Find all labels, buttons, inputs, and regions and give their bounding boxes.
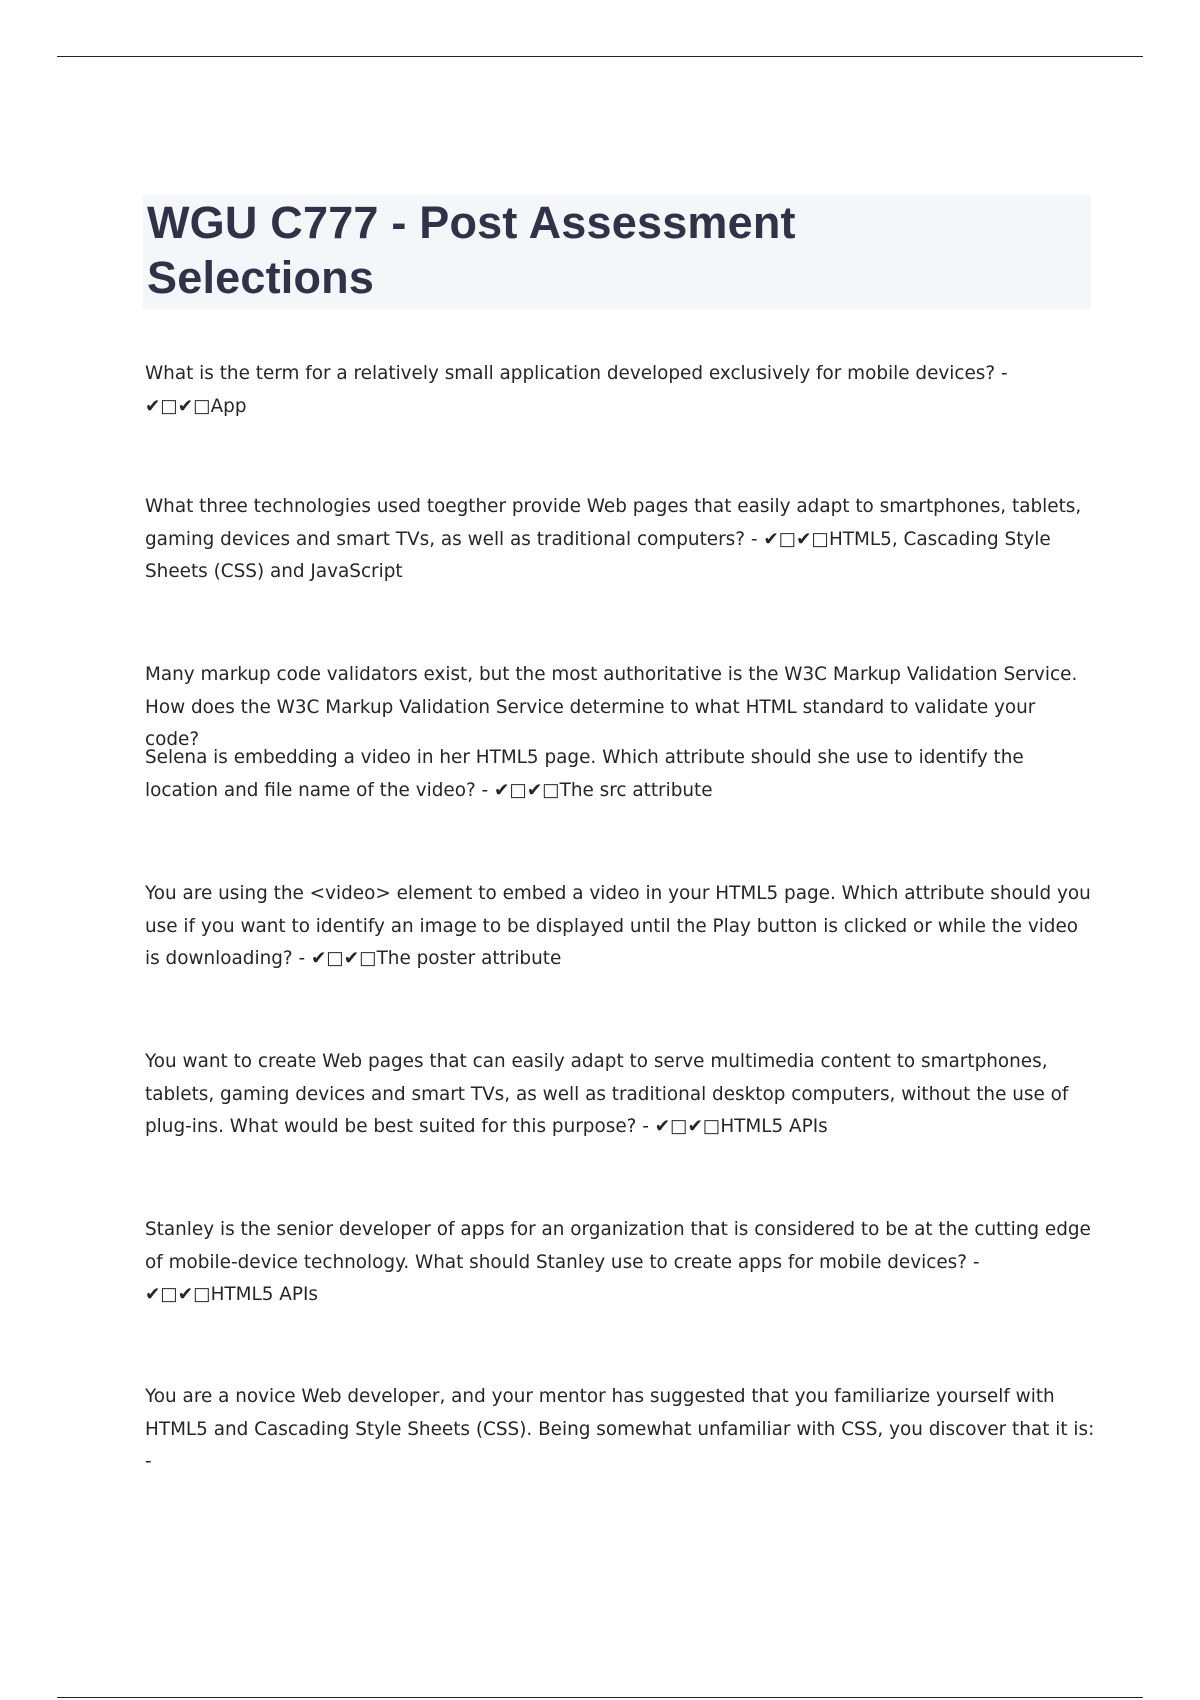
question-text: What is the term for a relatively small application developed exclusively for mobile devices? - xyxy=(145,363,1008,384)
document-title xyxy=(143,195,1091,309)
answer-text: The src attribute xyxy=(559,779,713,801)
checkmark-icon: ✔□✔□ xyxy=(145,1284,211,1305)
qa-item-7 xyxy=(145,1214,1095,1312)
question-text: Stanley is the senior developer of apps for an organization that is considered to be at the cutting edge of mobile-device technology. What should Stanley use to create apps for mobile devices? - xyxy=(145,1219,1091,1273)
qa-item-5 xyxy=(145,878,1095,976)
qa-item-4 xyxy=(145,742,1095,807)
answer-text: App xyxy=(210,395,247,417)
question-text: Many markup code validators exist, but the most authoritative is the W3C Markup Validation Service. How does the W3C Markup Validation Service determine to what HTML standard to validate your code? xyxy=(145,664,1078,750)
question-text: Selena is embedding a video in her HTML5 page. Which attribute should she use to identify the location and file name of the video? - xyxy=(145,747,1024,801)
answer-text: HTML5, Cascading Style Sheets (CSS) and JavaScript xyxy=(145,528,1051,582)
checkmark-icon: ✔□✔□ xyxy=(763,528,829,550)
question-text: You want to create Web pages that can easily adapt to serve multimedia content to smartphones, tablets, gaming devices and smart TVs, as well as traditional desktop computers, without the use of plug-ins. What would be best suited for this purpose? - xyxy=(145,1051,1069,1137)
top-rule xyxy=(57,56,1143,57)
answer-text: HTML5 APIs xyxy=(210,1284,318,1305)
qa-item-8 xyxy=(145,1381,1095,1479)
qa-item-1 xyxy=(145,358,1095,423)
title-line-2: Selections xyxy=(147,252,375,303)
answer-text: The poster attribute xyxy=(376,948,562,969)
question-text: What three technologies used toegther provide Web pages that easily adapt to smartphones, tablets, gaming devices and smart TVs, as well as traditional computers? - xyxy=(145,496,1082,550)
bottom-rule xyxy=(57,1697,1143,1698)
question-text: You are using the <video> element to embed a video in your HTML5 page. Which attribute should you use if you want to identify an image to be displayed until the Play button is clicked or while the video is downloading? - xyxy=(145,883,1091,969)
question-text: You are a novice Web developer, and your mentor has suggested that you familiarize yourself with HTML5 and Cascading Style Sheets (CSS). Being somewhat unfamiliar with CSS, you discover that it is: - xyxy=(145,1386,1095,1472)
title-line-1: WGU C777 - Post Assessment xyxy=(147,197,796,248)
checkmark-icon: ✔□✔□ xyxy=(145,395,211,417)
checkmark-icon: ✔□✔□ xyxy=(311,948,377,969)
answer-text: HTML5 APIs xyxy=(720,1116,828,1137)
checkmark-icon: ✔□✔□ xyxy=(654,1116,721,1137)
qa-item-6 xyxy=(145,1046,1095,1144)
checkmark-icon: ✔□✔□ xyxy=(494,779,560,801)
qa-item-2 xyxy=(145,491,1095,589)
